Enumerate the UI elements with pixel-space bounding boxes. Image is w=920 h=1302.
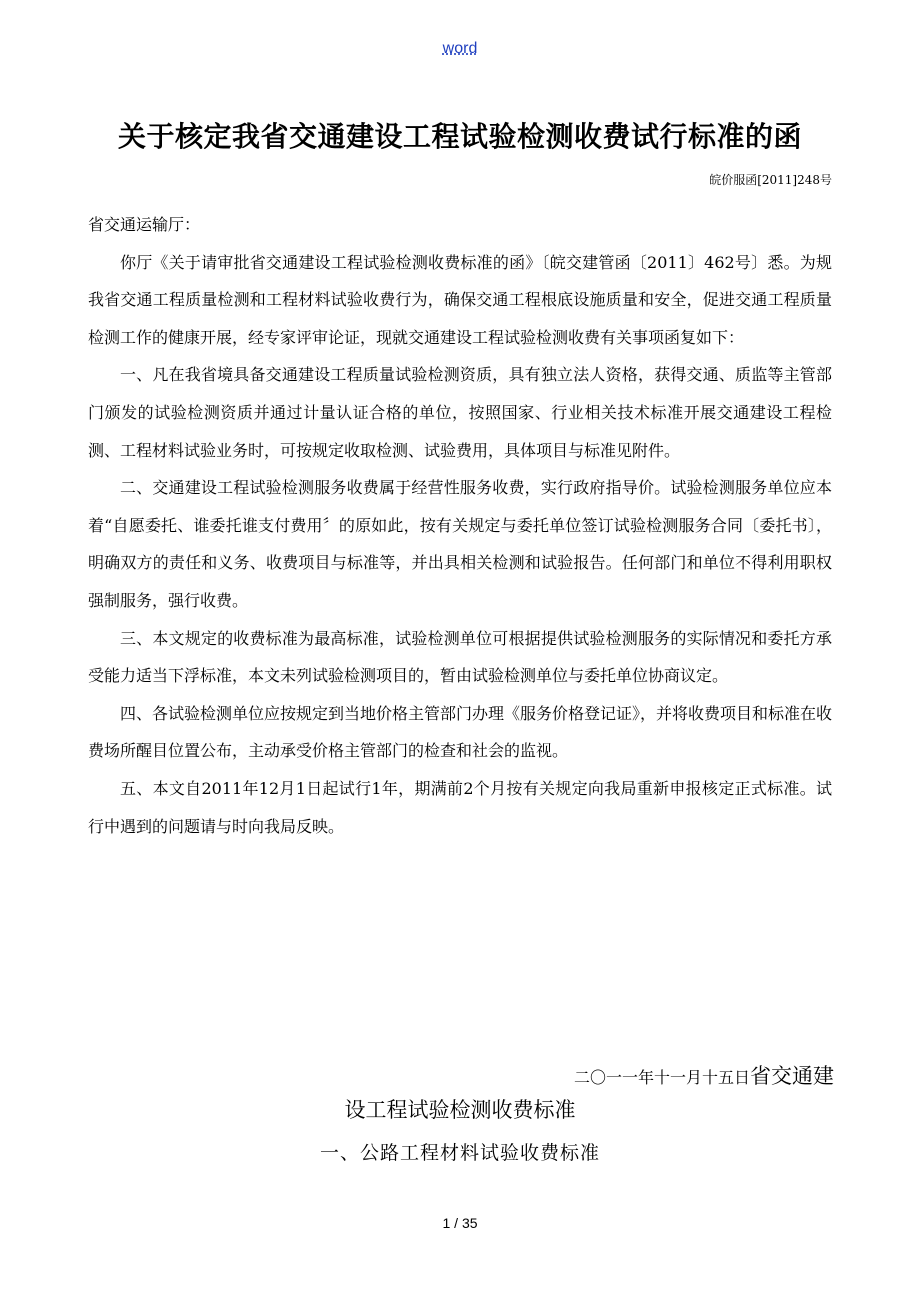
paragraph-item-3: 三、本文规定的收费标准为最高标准，试验检测单位可根据提供试验检测服务的实际情况和委托方承受能力适当下浮标准，本文未列试验检测项目的，暂由试验检测单位与委托单位协商议定。 [88, 628, 832, 686]
document-number: 皖价服函[2011]248号 [709, 173, 832, 187]
paragraph-item-1: 一、凡在我省境具备交通建设工程质量试验检测资质，具有独立法人资格，获得交通、质监等主管部门颁发的试验检测资质并通过计量认证合格的单位，按照国家、行业相关技术标准开展交通建设工程检测、工程材料试验业务时，可按规定收取检测、试验费用，具体项目与标准见附件。 [88, 365, 832, 460]
paragraph-item-2: 二、交通建设工程试验检测服务收费属于经营性服务收费，实行政府指导价。试验检测服务单位应本着“自愿委托、谁委托谁支付费用〞的原如此，按有关规定与委托单位签订试验检测服务合同〔委托书〕，明确双方的责任和义务、收费项目与标准等，并出具相关检测和试验报告。任何部门和单位不得利用职权强制服务，强行收费。 [88, 478, 832, 610]
salutation: 省交通运输厅： [88, 215, 201, 234]
document-body [88, 206, 832, 845]
attachment-title-part2: 设工程试验检测收费标准 [344, 1098, 576, 1122]
page-number: 1 / 35 [442, 1215, 478, 1231]
attachment-title-part1: 省交通建 [750, 1064, 834, 1088]
paragraph-item-5: 五、本文自2011年12月1日起试行1年，期满前2个月按有关规定向我局重新申报核定正式标准。试行中遇到的问题请与时向我局反映。 [88, 778, 832, 836]
paragraph-intro: 你厅《关于请审批省交通建设工程试验检测收费标准的函》〔皖交建管函〔2011〕462号〕悉。为规我省交通工程质量检测和工程材料试验收费行为，确保交通工程根底设施质量和安全，促进交通工程质量检测工作的健康开展，经专家评审论证，现就交通建设工程试验检测收费有关事项函复如下： [88, 252, 832, 347]
header-word-link[interactable]: word [442, 40, 478, 57]
document-date: 二〇一一年十一月十五日 [573, 1068, 750, 1087]
paragraph-item-4: 四、各试验检测单位应按规定到当地价格主管部门办理《服务价格登记证》，并将收费项目和标准在收费场所醒目位置公布，主动承受价格主管部门的检查和社会的监视。 [88, 703, 833, 761]
document-title: 关于核定我省交通建设工程试验检测收费试行标准的函 [117, 120, 802, 153]
date-line [574, 1060, 834, 1090]
section-title: 一、公路工程材料试验收费标准 [319, 1142, 600, 1164]
